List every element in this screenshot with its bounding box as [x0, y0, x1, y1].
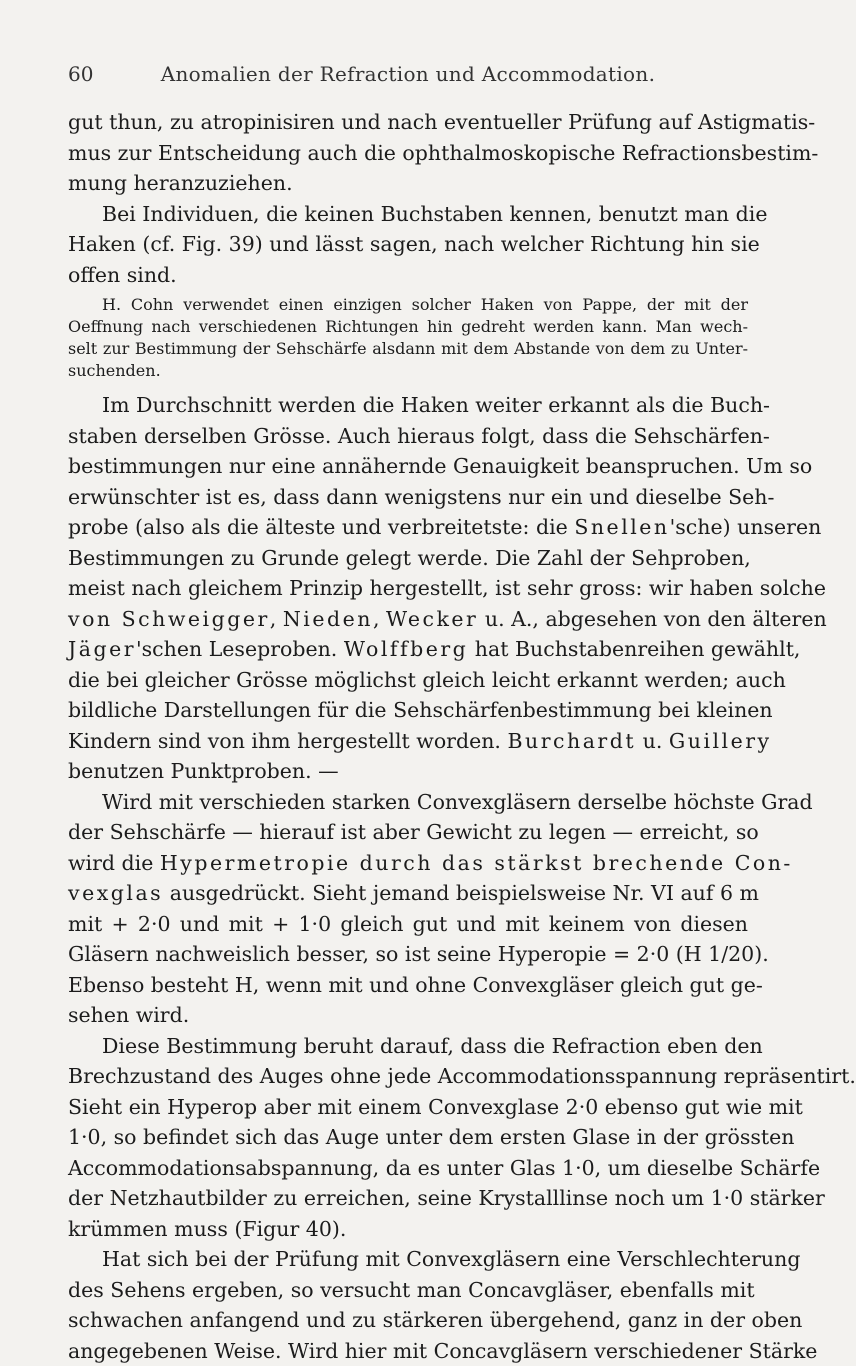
text-line: offen sind. [68, 260, 748, 291]
text-run: probe (also als die älteste und verbreitetste: die [68, 515, 574, 539]
text-line: Gläsern nachweislich besser, so ist seine Hyperopie = 2·0 (H 1/20). [68, 939, 748, 970]
text-line [68, 512, 748, 543]
author-name: Snellen [574, 515, 669, 539]
text-line: Hat sich bei der Prüfung mit Convexgläsern eine Verschlechterung [68, 1244, 748, 1275]
text-line: gut thun, zu atropinisiren und nach eventueller Prüfung auf Astigmatis- [68, 107, 748, 138]
text-line: Diese Bestimmung beruht darauf, dass die Refraction eben den [68, 1031, 748, 1062]
author-name: Guillery [669, 729, 772, 753]
text-line: Oeffnung nach verschiedenen Richtungen hin gedreht werden kann. Man wech- [68, 316, 748, 338]
text-run: u. A., abgesehen von den älteren [478, 607, 826, 631]
emphasized-term: Hypermetropie durch das stärkst brechende Con- [160, 851, 793, 875]
paragraph-2 [68, 199, 748, 291]
author-name: Wecker [386, 607, 478, 631]
text-line: die bei gleicher Grösse möglichst gleich leicht erkannt werden; auch [68, 665, 748, 696]
text-line [68, 878, 748, 909]
text-line: suchenden. [68, 360, 748, 382]
text-line: angegebenen Weise. Wird hier mit Concavgläsern verschiedener Stärke [68, 1336, 748, 1366]
text-run: 'schen Leseproben. [136, 637, 344, 661]
paragraph-3 [68, 390, 748, 787]
text-run: , [270, 607, 283, 631]
running-head: Anomalien der Refraction und Accommodation. [68, 62, 748, 86]
author-name: von Schweigger [68, 607, 270, 631]
text-line: Haken (cf. Fig. 39) und lässt sagen, nach welcher Richtung hin sie [68, 229, 748, 260]
text-line: des Sehens ergeben, so versucht man Concavgläser, ebenfalls mit [68, 1275, 748, 1306]
small-print-note [68, 294, 748, 382]
paragraph-1 [68, 107, 748, 199]
text-run: Kindern sind von ihm hergestellt worden. [68, 729, 507, 753]
text-run: 'sche) unseren [670, 515, 822, 539]
text-line: erwünschter ist es, dass dann wenigstens nur ein und dieselbe Seh- [68, 482, 748, 513]
author-name: Nieden [283, 607, 373, 631]
text-line: bestimmungen nur eine annähernde Genauigkeit beanspruchen. Um so [68, 451, 748, 482]
text-line: Ebenso besteht H, wenn mit und ohne Convexgläser gleich gut ge- [68, 970, 748, 1001]
text-line: mit + 2·0 und mit + 1·0 gleich gut und mit keinem von diesen [68, 909, 748, 940]
text-line: sehen wird. [68, 1000, 748, 1031]
text-line: bildliche Darstellungen für die Sehschärfenbestimmung bei kleinen [68, 695, 748, 726]
text-run: wird die [68, 851, 160, 875]
text-line: Bestimmungen zu Grunde gelegt werde. Die Zahl der Sehproben, [68, 543, 748, 574]
text-line [68, 726, 748, 757]
text-line: krümmen muss (Figur 40). [68, 1214, 748, 1245]
text-line: H. Cohn verwendet einen einzigen solcher Haken von Pappe, der mit der [68, 294, 748, 316]
text-run: , [373, 607, 386, 631]
text-run: u. [636, 729, 669, 753]
text-line: mus zur Entscheidung auch die ophthalmoskopische Refractionsbestim- [68, 138, 748, 169]
text-line: Bei Individuen, die keinen Buchstaben kennen, benutzt man die [68, 199, 748, 230]
text-run: hat Buchstabenreihen gewählt, [468, 637, 800, 661]
text-line: der Netzhautbilder zu erreichen, seine Krystalllinse noch um 1·0 stärker [68, 1183, 748, 1214]
text-line: selt zur Bestimmung der Sehschärfe alsdann mit dem Abstande von dem zu Unter- [68, 338, 748, 360]
text-line: meist nach gleichem Prinzip hergestellt, ist sehr gross: wir haben solche [68, 573, 748, 604]
emphasized-term: vexglas [68, 881, 163, 905]
text-line: Wird mit verschieden starken Convexgläsern derselbe höchste Grad [68, 787, 748, 818]
text-line: Im Durchschnitt werden die Haken weiter erkannt als die Buch- [68, 390, 748, 421]
text-line: staben derselben Grösse. Auch hieraus folgt, dass die Sehschärfen- [68, 421, 748, 452]
author-name: Burchardt [507, 729, 636, 753]
paragraph-5 [68, 1031, 748, 1245]
text-line: der Sehschärfe — hierauf ist aber Gewicht zu legen — erreicht, so [68, 817, 748, 848]
text-line [68, 634, 748, 665]
paragraph-6 [68, 1244, 748, 1366]
text-line [68, 848, 748, 879]
text-line: Sieht ein Hyperop aber mit einem Convexglase 2·0 ebenso gut wie mit [68, 1092, 748, 1123]
page-number: 60 [68, 62, 93, 86]
text-line: schwachen anfangend und zu stärkeren übergehend, ganz in der oben [68, 1305, 748, 1336]
text-line: 1·0, so befindet sich das Auge unter dem ersten Glase in der grössten [68, 1122, 748, 1153]
text-line [68, 604, 748, 635]
page-header [68, 62, 748, 88]
paragraph-4 [68, 787, 748, 1031]
text-line: Accommodationsabspannung, da es unter Glas 1·0, um dieselbe Schärfe [68, 1153, 748, 1184]
text-run: ausgedrückt. Sieht jemand beispielsweise Nr. VI auf 6 m [163, 881, 759, 905]
author-name: Wolffberg [344, 637, 468, 661]
text-line: benutzen Punktproben. — [68, 756, 748, 787]
text-line: Brechzustand des Auges ohne jede Accommodationsspannung repräsentirt. [68, 1061, 748, 1092]
body-text [68, 107, 748, 1366]
author-name: Jäger [68, 637, 136, 661]
text-line: mung heranzuziehen. [68, 168, 748, 199]
